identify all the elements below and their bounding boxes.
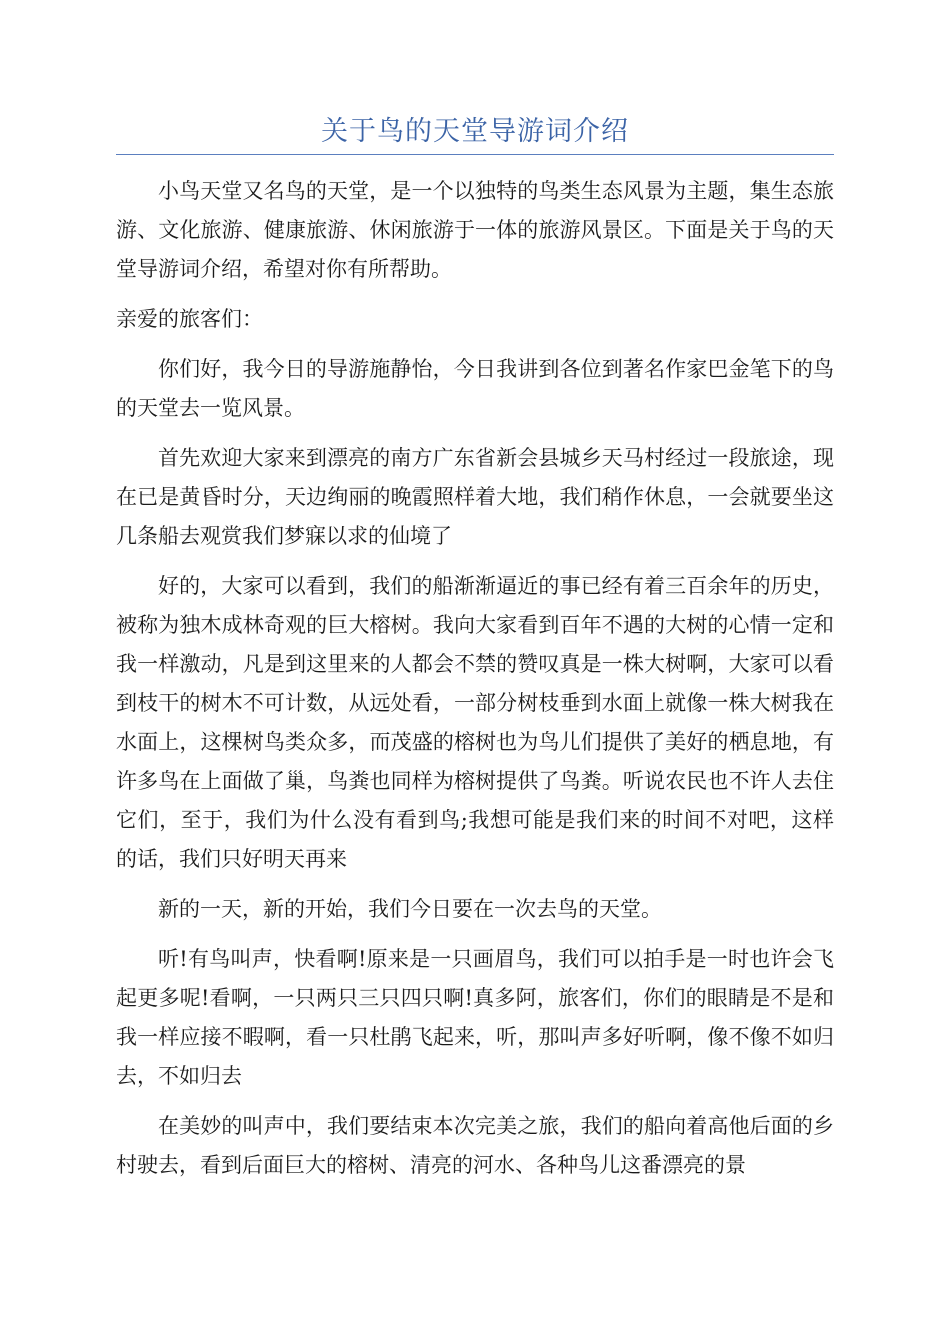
- document-body: [116, 172, 834, 1196]
- title-block: [116, 112, 834, 152]
- paragraph-intro: 小鸟天堂又名鸟的天堂，是一个以独特的鸟类生态风景为主题，集生态旅游、文化旅游、健康旅游、休闲旅游于一体的旅游风景区。下面是关于鸟的天堂导游词介绍，希望对你有所帮助。: [116, 179, 834, 281]
- paragraph-birds: 听!有鸟叫声，快看啊!原来是一只画眉鸟，我们可以拍手是一时也许会飞起更多呢!看啊，一只两只三只四只啊!真多阿，旅客们，你们的眼睛是不是和我一样应接不暇啊，看一只杜鹃飞起来，听，那叫声多好听啊，像不像不如归去，不如归去: [116, 947, 834, 1088]
- paragraph-ending: 在美妙的叫声中，我们要结束本次完美之旅，我们的船向着高他后面的乡村驶去，看到后面巨大的榕树、清亮的河水、各种鸟儿这番漂亮的景: [116, 1114, 834, 1177]
- paragraph-welcome: 首先欢迎大家来到漂亮的南方广东省新会县城乡天马村经过一段旅途，现在已是黄昏时分，天边绚丽的晚霞照样着大地，我们稍作休息，一会就要坐这几条船去观赏我们梦寐以求的仙境了: [116, 446, 834, 548]
- paragraph-banyan-tree: 好的，大家可以看到，我们的船渐渐逼近的事已经有着三百余年的历史，被称为独木成林奇观的巨大榕树。我向大家看到百年不遇的大树的心情一定和我一样激动，凡是到这里来的人都会不禁的赞叹真是一株大树啊，大家可以看到枝干的树木不可计数，从远处看，一部分树枝垂到水面上就像一株大树我在水面上，这棵树鸟类众多，而茂盛的榕树也为鸟儿们提供了美好的栖息地，有许多鸟在上面做了巢，鸟粪也同样为榕树提供了鸟粪。听说农民也不许人去住它们，至于，我们为什么没有看到鸟;我想可能是我们来的时间不对吧，这样的话，我们只好明天再来: [116, 574, 834, 871]
- document-title: 关于鸟的天堂导游词介绍: [321, 116, 629, 147]
- title-underline: [116, 154, 834, 155]
- paragraph-greeting: 你们好，我今日的导游施静怡，今日我讲到各位到著名作家巴金笔下的鸟的天堂去一览风景。: [116, 357, 834, 420]
- paragraph-new-day: 新的一天，新的开始，我们今日要在一次去鸟的天堂。: [158, 897, 662, 921]
- paragraph-salutation: 亲爱的旅客们：: [116, 307, 263, 331]
